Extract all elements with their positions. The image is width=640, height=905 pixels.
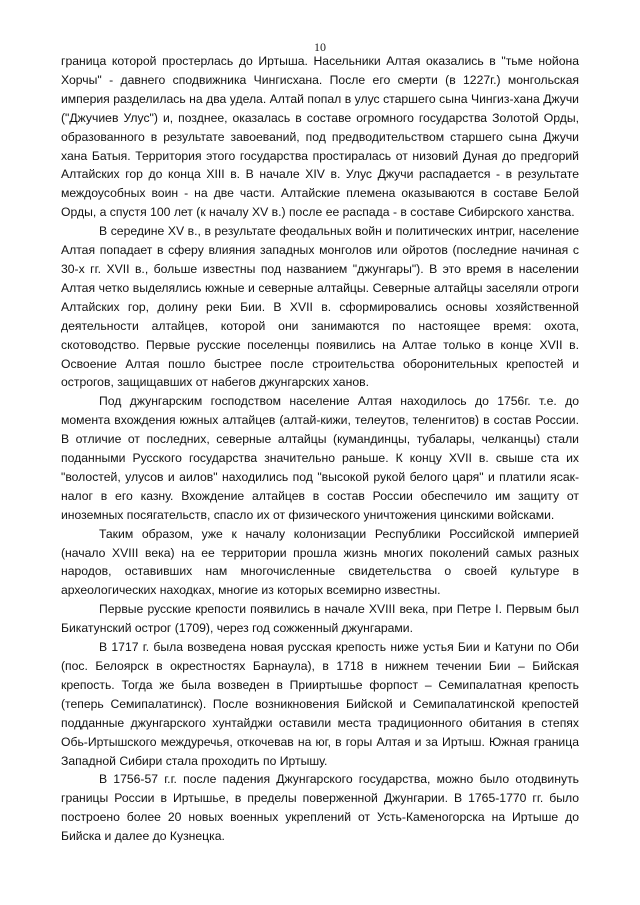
page-number: 10 [314, 40, 326, 54]
paragraph-first-fortresses: Первые русские крепости появились в начале XVIII века, при Петре I. Первым был Бикатунский острог (1709), через год сожженный джунгарами. [61, 602, 579, 636]
paragraph-dzungar-rule: Под джунгарским господством население Алтая находилось до 1756г. т.е. до момента вхождения южных алтайцев (алтай-кижи, телеутов, теленгитов) в состав России. В отличие от последних, северные алтайцы (кумандинцы, тубалары, челканцы) стали поданными Русского государства значительно раньше. К концу XVII в. свыше ста их "волостей, улусов и аилов" находились под "высокой рукой белого царя" и платили ясак-налог в его казну. Вхождение алтайцев в состав России обеспечило им защиту от иноземных посягательств, спасло их от физического уничтожения цинскими войсками. [61, 394, 579, 522]
paragraph-golden-horde: граница которой простерлась до Иртыша. Насельники Алтая оказались в "тьме нойона Хорчы" - давнего сподвижника Чингисхана. После его смерти (в 1227г.) монгольская империя разделилась на два удела. Алтай попал в улус старшего сына Чингиз-хана Джучи ("Джучиев Улус") и, позднее, оказалась в составе огромного государства Золотой Орды, образованного в результате завоеваний, под предводительством старшего сына Джучи хана Батыя. Территория этого государства простиралась от низовий Дуная до предгорий Алтайских гор до конца XIII в. В начале XIV в. Улус Джучи распадается - в результате междоусобных воин - на две части. Алтайские племена оказываются в составе Белой Орды, а спустя 100 лет (к началу XV в.) после ее распада - в составе Сибирского ханства. [61, 54, 579, 220]
paragraph-biysk-fortress: В 1717 г. была возведена новая русская крепость ниже устья Бии и Катуни по Оби (пос. Белоярск в окрестностях Барнаула), в 1718 в нижнем течении Бии – Бийская крепость. Тогда же была возведен в Прииртышье форпост – Семипалатная крепость (теперь Семипалатинск). После возникновения Бийской и Семипалатинской крепостей подданные джунгарского хунтайджи оставили места традиционного обитания в степях Обь-Иртышского междуречья, откочевав на юг, в горы Алтая и за Иртыш. Южная граница Западной Сибири стала проходить по Иртышу. [61, 640, 579, 768]
paragraph-colonization: Таким образом, уже к началу колонизации Республики Российской империей (начало XVIII века) на ее территории прошла жизнь многих поколений самых разных народов, оставивших нам многочисленные свидетельства о своей культуре в археологических находках, многие из которых всемирно известны. [61, 526, 579, 598]
paragraph-oirats: В середине XV в., в результате феодальных войн и политических интриг, население Алтая попадает в сферу влияния западных монголов или ойротов (последние начиная с 30-х гг. XVII в., больше известны под названием "джунгары"). В это время в населении Алтая четко выделялись южные и северные алтайцы. Северные алтайцы заселяли отроги Алтайских гор, долину реки Бии. В XVII в. сформировались основы хозяйственной деятельности алтайцев, которой они занимаются по настоящее время: охота, скотоводство. Первые русские поселенцы появились на Алтае только в конце XVII в. Освоение Алтая пошло быстрее после строительства оборонительных крепостей и острогов, защищавших от набегов джунгарских ханов. [61, 224, 579, 390]
paragraph-border-expansion: В 1756-57 г.г. после падения Джунгарского государства, можно было отодвинуть границы России в Иртышье, в пределы поверженной Джунгарии. В 1765-1770 гг. было построено более 20 новых военных укреплений от Усть-Каменогорска на Иртыше до Бийска и далее до Кузнецка. [61, 772, 579, 844]
body-text [61, 52, 579, 846]
